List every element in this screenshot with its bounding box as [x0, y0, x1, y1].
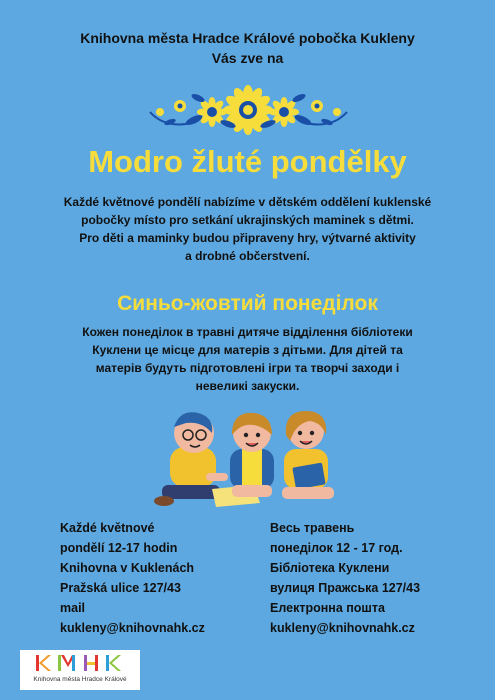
logo-caption: Knihovna města Hradce Králové	[33, 676, 127, 683]
title-ukrainian: Синьо-жовтий понеділок	[117, 292, 378, 315]
kmhk-logo	[20, 650, 140, 690]
paragraph-czech	[30, 193, 465, 265]
info-ukrainian-line: вулиця Пражська 127/43	[270, 581, 421, 595]
paragraph-ukrainian	[30, 323, 465, 395]
info-czech-line: Pražská ulice 127/43	[60, 581, 181, 595]
info-czech-line: pondělí 12-17 hodin	[60, 541, 178, 555]
children-illustration-icon	[150, 405, 350, 513]
paragraph-czech-line: Každé květnové pondělí nabízíme v dětském oddělení kuklenské	[63, 195, 432, 209]
paragraph-czech-line: Pro děti a maminky budou připraveny hry, výtvarné aktivity	[79, 231, 416, 245]
paragraph-ukrainian-line: Куклени це місце для матерів з дітьми. Для дітей та	[92, 343, 403, 357]
floral-ornament-icon	[146, 82, 351, 138]
paragraph-ukrainian-line: невеликі закуски.	[195, 379, 300, 393]
invitation-line: Vás zve na	[211, 50, 284, 66]
title-czech: Modro žluté pondělky	[88, 144, 407, 179]
email-ukrainian[interactable]: kukleny@knihovnahk.cz	[270, 621, 415, 635]
info-czech-line: Knihovna v Kuklenách	[60, 561, 195, 575]
info-czech-line: Každé květnové	[60, 521, 155, 535]
paragraph-ukrainian-line: Кожен понеділок в травні дитяче відділення бібліотеки	[82, 325, 413, 339]
info-czech	[60, 518, 260, 638]
paragraph-ukrainian-line: матерів будуть підготовлені ігри та творчі заходи і	[95, 361, 400, 375]
email-czech[interactable]: kukleny@knihovnahk.cz	[60, 621, 205, 635]
paragraph-czech-line: pobočky místo pro setkání ukrajinských maminek s dětmi.	[81, 213, 414, 227]
info-ukrainian-line: понеділок 12 - 17 год.	[270, 541, 403, 555]
info-ukrainian-line: Бібліотека Куклени	[270, 561, 390, 575]
info-ukrainian-line: Весь травень	[270, 521, 355, 535]
kmhk-logo-icon	[34, 653, 124, 673]
header	[0, 28, 495, 68]
info-ukrainian	[270, 518, 485, 638]
library-name: Knihovna města Hradce Králové pobočka Kukleny	[80, 30, 415, 46]
info-czech-line: mail	[60, 601, 86, 615]
info-ukrainian-line: Електронна пошта	[270, 601, 385, 615]
paragraph-czech-line: a drobné občerstvení.	[185, 249, 310, 263]
